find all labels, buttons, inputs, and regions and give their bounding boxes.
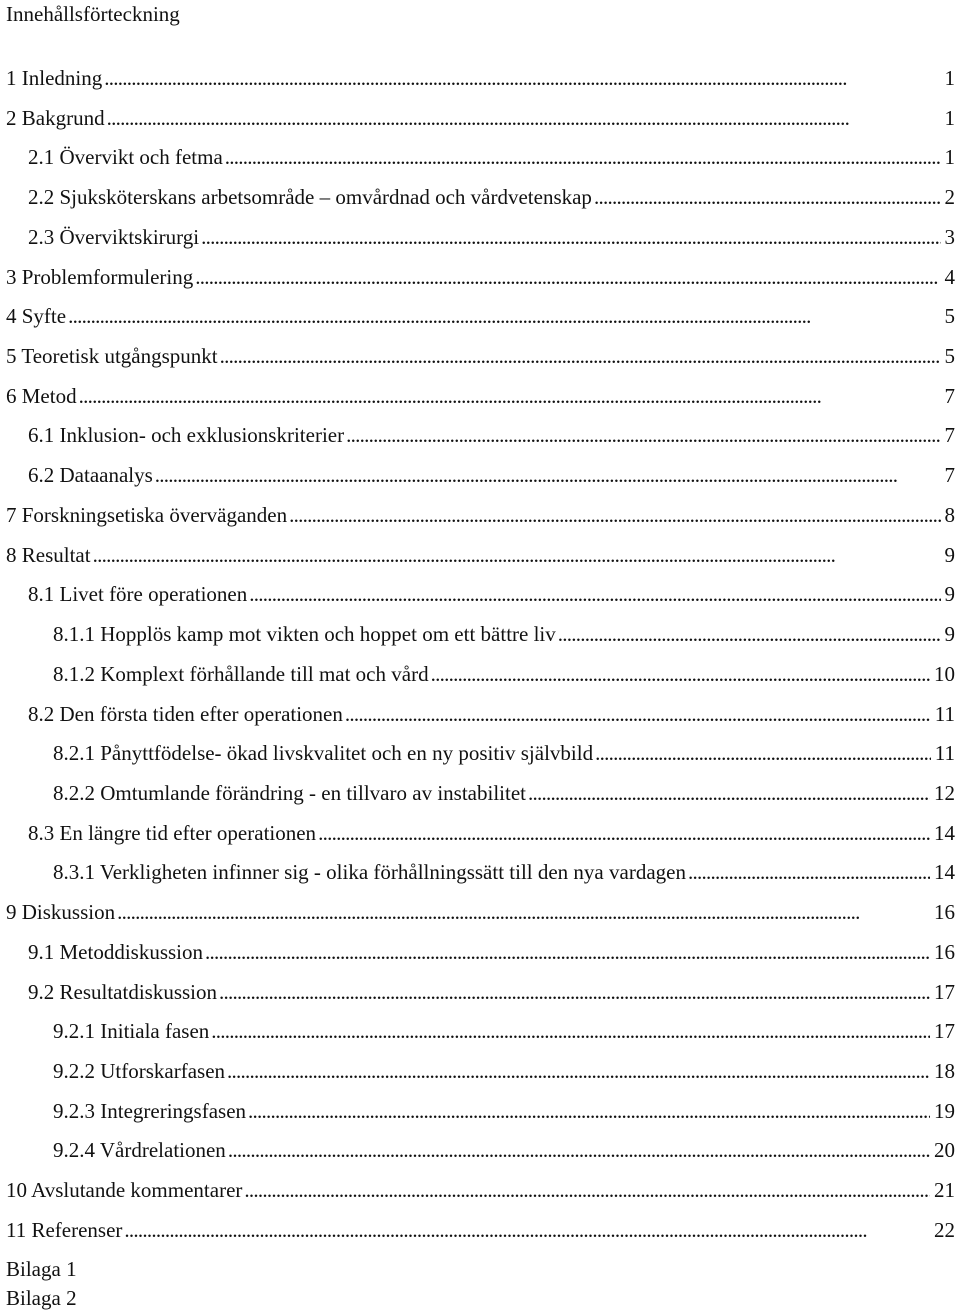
- toc-page-number: 20: [934, 1138, 955, 1163]
- toc-entry-link[interactable]: [28, 820, 955, 846]
- toc-dot-leader: [205, 939, 930, 965]
- appendix-item: Bilaga 2: [6, 1286, 77, 1310]
- toc-entry-link[interactable]: [53, 661, 955, 687]
- toc-entry-link[interactable]: [53, 1137, 955, 1163]
- toc-page-number: 16: [934, 939, 955, 964]
- toc-entry-link[interactable]: [53, 780, 955, 806]
- toc-row: [0, 422, 960, 448]
- toc-entry-label: 1 Inledning: [6, 66, 103, 90]
- toc-dot-leader: [249, 581, 940, 607]
- toc-page-number: 5: [944, 344, 955, 369]
- toc-entry-link[interactable]: [28, 581, 955, 607]
- toc-page-number: 1: [944, 66, 955, 90]
- toc-row: [0, 65, 960, 91]
- toc-row: [0, 542, 960, 568]
- toc-entry-label: 6.2 Dataanalys: [28, 463, 153, 488]
- toc-entry-label: 8.3.1 Verkligheten infinner sig - olika förhållningssätt till den nya vardagen: [53, 860, 686, 885]
- toc-row: [0, 661, 960, 687]
- toc-entry-label: 2 Bakgrund: [6, 105, 105, 130]
- toc-row: [0, 1177, 960, 1203]
- toc-dot-leader: [594, 184, 941, 210]
- toc-entry-label: 7 Forskningsetiska överväganden: [6, 502, 288, 527]
- toc-row: [0, 383, 960, 409]
- toc-title: Innehållsförteckning: [6, 2, 180, 26]
- toc-row: [0, 264, 960, 290]
- toc-page-number: 9: [944, 622, 955, 647]
- toc-page-number: 12: [934, 780, 955, 805]
- toc-entry-label: 8.2.2 Omtumlande förändring - en tillvaro av instabilitet: [53, 780, 526, 805]
- toc-entry-link[interactable]: [6, 343, 955, 369]
- toc-page-number: 17: [934, 1019, 955, 1044]
- toc-entry-link[interactable]: [28, 224, 955, 250]
- toc-entry-label: 8.2.1 Pånyttfödelse- ökad livskvalitet och en ny positiv självbild: [53, 741, 594, 766]
- toc-page-number: 17: [934, 979, 955, 1004]
- toc-row: [0, 899, 960, 925]
- toc-entry-link[interactable]: [6, 383, 955, 409]
- toc-page-number: 19: [934, 1098, 955, 1123]
- toc-dot-leader: [124, 1217, 930, 1243]
- toc-page-number: 3: [944, 224, 955, 249]
- toc-dot-leader: [107, 105, 941, 131]
- toc-entry-label: 8 Resultat: [6, 542, 91, 567]
- toc-page-number: 1: [944, 145, 955, 170]
- toc-row: [0, 701, 960, 727]
- toc-entry-link[interactable]: [28, 939, 955, 965]
- toc-entry-link[interactable]: [6, 303, 955, 329]
- toc-row: [0, 502, 960, 528]
- toc-entry-link[interactable]: [53, 740, 955, 766]
- toc-dot-leader: [346, 422, 940, 448]
- toc-row: [0, 780, 960, 806]
- toc-entry-label: 2.1 Övervikt och fetma: [28, 145, 223, 170]
- toc-row: [0, 343, 960, 369]
- toc-dot-leader: [318, 820, 930, 846]
- toc-entry-link[interactable]: [6, 1217, 955, 1243]
- toc-row: [0, 859, 960, 885]
- toc-entry-label: 9 Diskussion: [6, 900, 116, 925]
- toc-row: [0, 621, 960, 647]
- toc-entry-link[interactable]: [53, 1058, 955, 1084]
- toc-entry-link[interactable]: [6, 105, 955, 131]
- toc-entry-label: 9.2.3 Integreringsfasen: [53, 1098, 247, 1123]
- toc-row: [0, 1098, 960, 1124]
- toc-row: [0, 224, 960, 250]
- toc-entry-link[interactable]: [53, 1098, 955, 1124]
- toc-row: [0, 1058, 960, 1084]
- toc-entry-link[interactable]: [6, 899, 955, 925]
- toc-entry-link[interactable]: [6, 65, 955, 91]
- toc-dot-leader: [195, 264, 940, 290]
- toc-row: [0, 1018, 960, 1044]
- toc-entry-link[interactable]: [6, 1177, 955, 1203]
- appendix-item: Bilaga 1: [6, 1257, 77, 1281]
- toc-dot-leader: [211, 1018, 930, 1044]
- toc-dot-leader: [219, 979, 930, 1005]
- toc-entry-label: 6.1 Inklusion- och exklusionskriterier: [28, 423, 345, 448]
- toc-entry-link[interactable]: [28, 144, 955, 170]
- toc-entry-label: 9.2.2 Utforskarfasen: [53, 1059, 226, 1083]
- toc-entry-link[interactable]: [53, 621, 955, 647]
- toc-entry-label: 5 Teoretisk utgångspunkt: [6, 344, 218, 369]
- toc-entry-link[interactable]: [53, 859, 955, 885]
- toc-dot-leader: [220, 343, 941, 369]
- toc-dot-leader: [558, 621, 941, 647]
- toc-dot-leader: [244, 1177, 930, 1203]
- toc-dot-leader: [595, 740, 931, 766]
- toc-entry-label: 10 Avslutande kommentarer: [6, 1178, 243, 1203]
- toc-entry-link[interactable]: [28, 422, 955, 448]
- toc-dot-leader: [431, 661, 930, 687]
- toc-row: [0, 979, 960, 1005]
- toc-entry-link[interactable]: [28, 184, 955, 210]
- toc-entry-label: 8.1 Livet före operationen: [28, 582, 248, 607]
- toc-page-number: 5: [944, 304, 955, 329]
- toc-dot-leader: [79, 383, 941, 409]
- toc-entry-label: 8.2 Den första tiden efter operationen: [28, 701, 343, 726]
- toc-page-number: 7: [944, 463, 955, 488]
- toc-page-number: 14: [934, 860, 955, 885]
- toc-page-number: 7: [944, 383, 955, 408]
- toc-dot-leader: [228, 1137, 930, 1163]
- toc-dot-leader: [225, 144, 941, 170]
- toc-dot-leader: [528, 780, 930, 806]
- toc-page-number: 8: [944, 502, 955, 527]
- toc-page-number: 10: [934, 661, 955, 686]
- toc-page-number: 2: [944, 185, 955, 210]
- toc-dot-leader: [104, 65, 940, 91]
- toc-page-number: 1: [944, 105, 955, 130]
- toc-row: [0, 581, 960, 607]
- toc-page-number: 22: [934, 1217, 955, 1242]
- toc-dot-leader: [688, 859, 930, 885]
- toc-dot-leader: [345, 701, 931, 727]
- toc-entry-label: 8.3 En längre tid efter operationen: [28, 820, 317, 845]
- toc-row: [0, 1137, 960, 1163]
- toc-entry-label: 9.1 Metoddiskussion: [28, 939, 204, 964]
- toc-entry-link[interactable]: [28, 979, 955, 1005]
- toc-dot-leader: [155, 462, 941, 488]
- toc-page-number: 9: [944, 582, 955, 607]
- toc-row: [0, 144, 960, 170]
- toc-entry-link[interactable]: [6, 542, 955, 568]
- toc-row: [0, 462, 960, 488]
- toc-dot-leader: [201, 224, 940, 250]
- toc-page-number: 7: [944, 423, 955, 448]
- toc-entry-label: 2.2 Sjuksköterskans arbetsområde – omvårdnad och vårdvetenskap: [28, 185, 592, 210]
- toc-row: [0, 740, 960, 766]
- toc-row: [0, 105, 960, 131]
- toc-row: [0, 820, 960, 846]
- toc-entry-label: 8.1.1 Hopplös kamp mot vikten och hoppet om ett bättre liv: [53, 622, 556, 647]
- toc-page-number: 9: [944, 542, 955, 567]
- toc-page-number: 11: [934, 701, 955, 726]
- toc-dot-leader: [248, 1098, 930, 1124]
- toc-entry-label: 9.2.4 Vårdrelationen: [53, 1138, 226, 1163]
- toc-dot-leader: [93, 542, 941, 568]
- toc-entry-label: 9.2 Resultatdiskussion: [28, 979, 218, 1004]
- toc-page-number: 14: [934, 820, 955, 845]
- toc-dot-leader: [227, 1058, 930, 1084]
- toc-dot-leader: [68, 303, 940, 329]
- toc-entry-label: 2.3 Överviktskirurgi: [28, 224, 200, 249]
- toc-dot-leader: [289, 502, 940, 528]
- toc-entry-label: 11 Referenser: [6, 1217, 123, 1242]
- toc-row: [0, 303, 960, 329]
- toc-page-number: 21: [934, 1178, 955, 1203]
- toc-entry-link[interactable]: [6, 264, 955, 290]
- toc-row: [0, 939, 960, 965]
- toc-entry-link[interactable]: [28, 701, 955, 727]
- toc-dot-leader: [117, 899, 930, 925]
- toc-entry-label: 9.2.1 Initiala fasen: [53, 1019, 210, 1044]
- toc-row: [0, 184, 960, 210]
- toc-entry-label: 8.1.2 Komplext förhållande till mat och vård: [53, 661, 429, 686]
- toc-entry-label: 6 Metod: [6, 383, 77, 408]
- toc-page-number: 11: [934, 741, 955, 766]
- toc-row: [0, 1217, 960, 1243]
- toc-entry-link[interactable]: [53, 1018, 955, 1044]
- toc-entry-link[interactable]: [6, 502, 955, 528]
- toc-page-number: 16: [934, 900, 955, 925]
- toc-entry-label: 3 Problemformulering: [6, 264, 194, 289]
- toc-entry-label: 4 Syfte: [6, 304, 67, 329]
- toc-entry-link[interactable]: [28, 462, 955, 488]
- toc-page-number: 18: [934, 1059, 955, 1083]
- toc-page-number: 4: [944, 264, 955, 289]
